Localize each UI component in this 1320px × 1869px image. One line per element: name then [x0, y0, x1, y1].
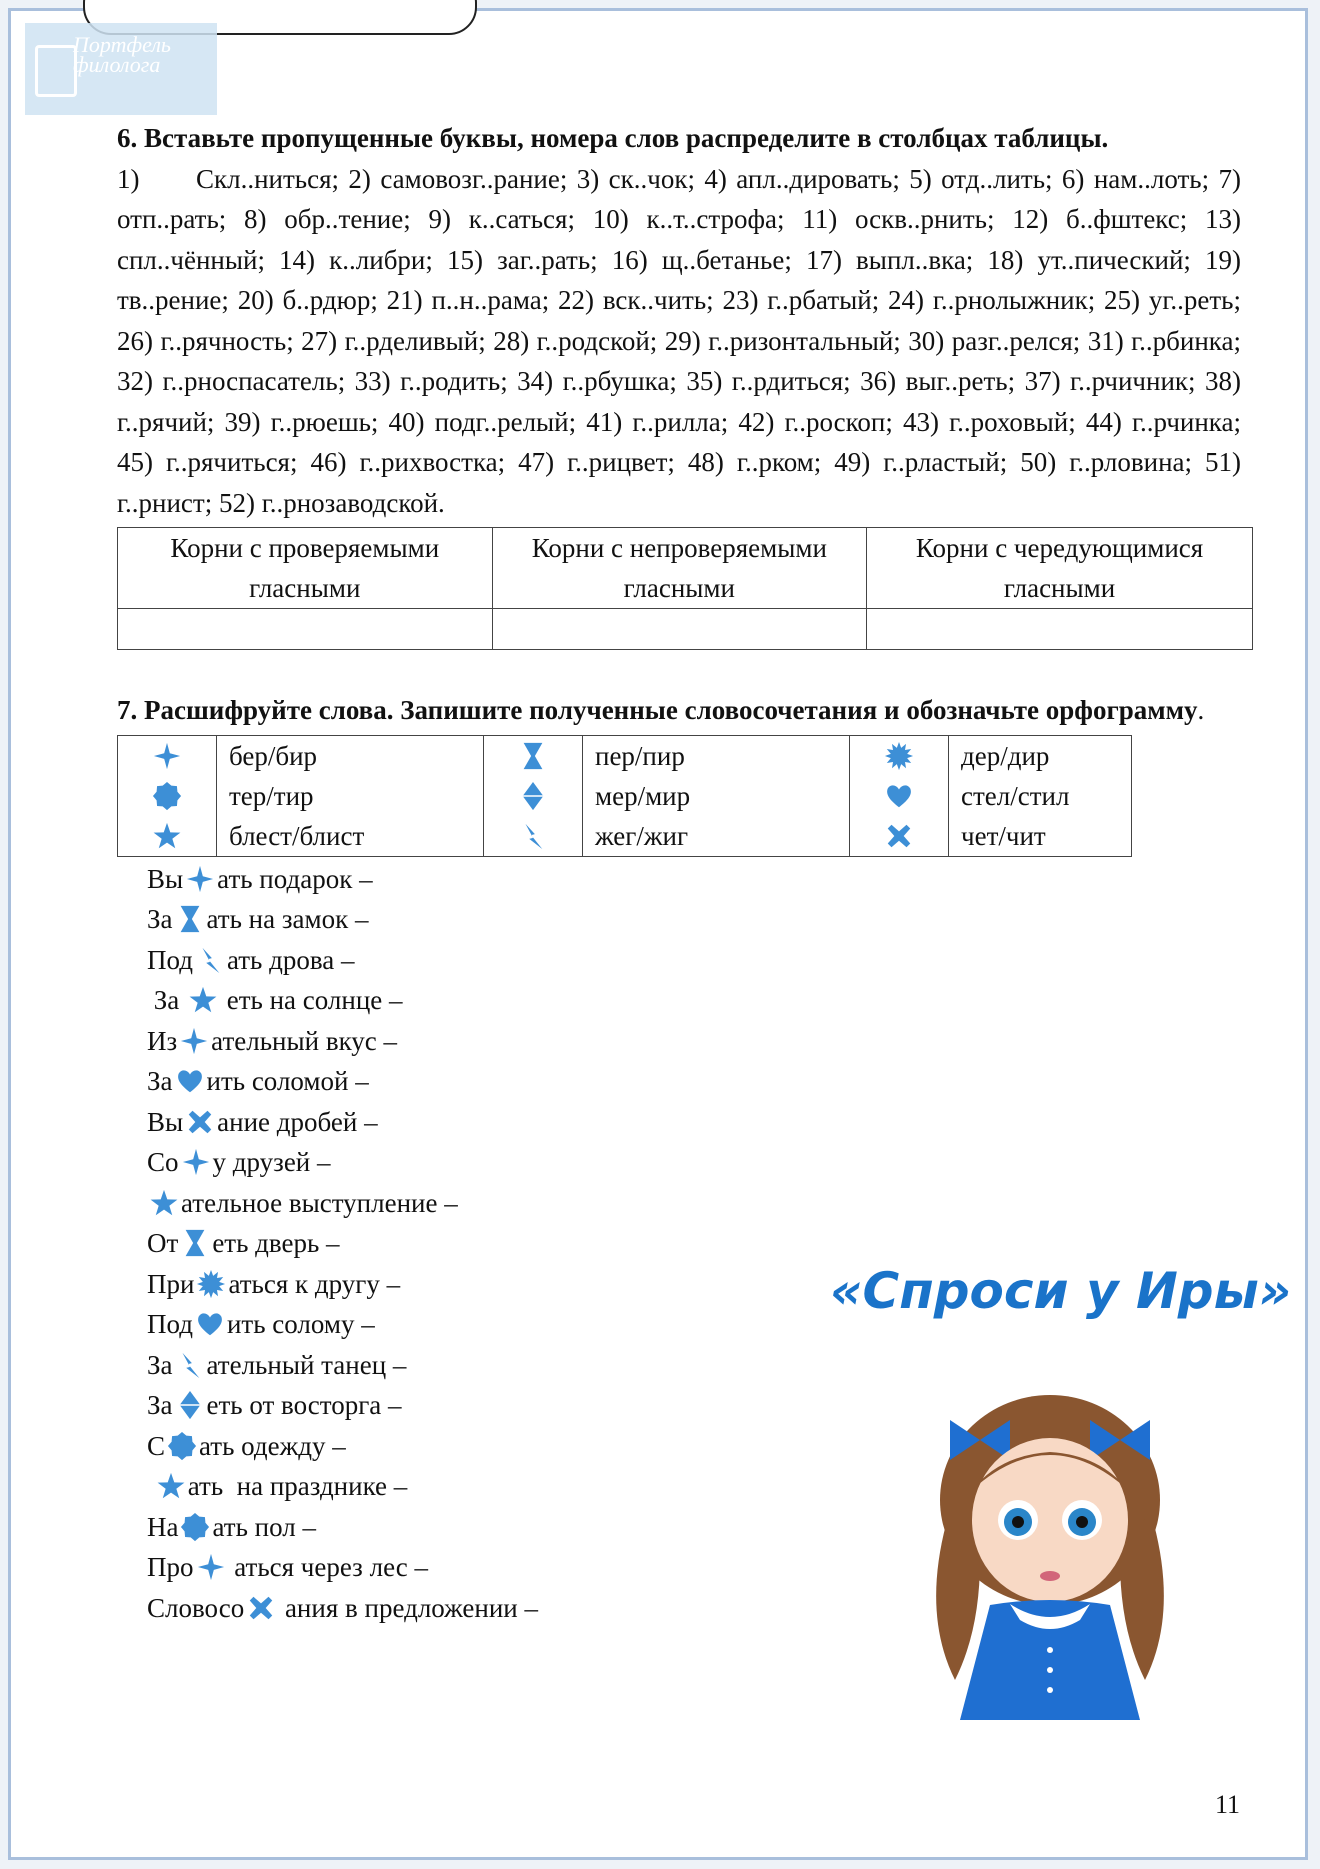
- phrase-symbol: [173, 903, 207, 935]
- phrase-suffix: ить солому –: [226, 1309, 375, 1339]
- phrase-item: [147, 1142, 1241, 1183]
- phrase-item: [147, 1021, 1241, 1062]
- phrase-item: [147, 1183, 1241, 1224]
- phrase-prefix: Из: [147, 1025, 178, 1056]
- phrase-symbol: [193, 944, 227, 976]
- phrase-symbol: [165, 1430, 199, 1462]
- star-icon: [152, 821, 182, 851]
- lightning-icon: [195, 944, 225, 976]
- sparkle-star-icon: [185, 863, 215, 895]
- legend-symbol: [484, 816, 582, 856]
- phrase-symbol: [193, 1308, 227, 1340]
- phrase-suffix: ать одежду –: [199, 1430, 346, 1461]
- phrase-suffix: ания в предложении –: [278, 1592, 538, 1623]
- sparkle-star-icon: [181, 1146, 211, 1178]
- legend-symbol: [484, 776, 582, 816]
- legend-symbol: [118, 776, 216, 816]
- phrase-suffix: еть дверь –: [212, 1228, 340, 1258]
- phrase-item: [147, 859, 1241, 900]
- roots-table-answer-cell[interactable]: [867, 609, 1253, 650]
- star-icon: [188, 984, 218, 1016]
- legend-symbol: [850, 816, 948, 856]
- legend-text-column: [217, 735, 484, 856]
- badge-icon: [180, 1511, 210, 1543]
- phrase-symbol: [183, 863, 217, 895]
- diamond-icon: [175, 1389, 205, 1421]
- task7-heading: [117, 690, 1241, 731]
- phrase-prefix: За: [147, 985, 187, 1015]
- hourglass-icon: [175, 903, 205, 935]
- legend-root-pair: мер/мир: [595, 780, 691, 811]
- phrase-prefix: [147, 1466, 154, 1507]
- phrase-suffix: ать пол –: [212, 1511, 316, 1542]
- legend-symbol-column: [484, 735, 583, 856]
- phrase-prefix: От: [147, 1228, 179, 1258]
- phrase-item: [147, 899, 1241, 940]
- logo: [25, 23, 217, 115]
- legend-root-pair: жег/жиг: [595, 820, 689, 851]
- phrase-suffix: ательный танец –: [206, 1349, 407, 1380]
- page-number: 11: [1215, 1790, 1241, 1819]
- phrase-symbol: [194, 1551, 228, 1583]
- phrase-symbol: [177, 1025, 211, 1057]
- phrase-prefix: Со: [147, 1147, 179, 1177]
- phrase-suffix: аться к другу –: [228, 1268, 401, 1299]
- phrase-prefix: При: [147, 1268, 195, 1299]
- roots-table-answer-cell[interactable]: [492, 609, 867, 650]
- phrase-prefix: Словосо: [147, 1592, 245, 1623]
- legend-symbol: [118, 736, 216, 776]
- phrase-suffix: ательное выступление –: [181, 1187, 458, 1218]
- phrase-suffix: ать на празднике –: [187, 1471, 408, 1501]
- phrase-item: [147, 980, 1241, 1021]
- task6-heading: 6. Вставьте пропущенные буквы, номера слов распределите в столбцах таблицы.: [117, 123, 1109, 153]
- sun-burst-icon: [196, 1268, 226, 1300]
- phrase-symbol: [186, 984, 220, 1016]
- badge-icon: [167, 1430, 197, 1462]
- legend-root-pair: блест/блист: [229, 820, 365, 851]
- phrase-symbol: [178, 1511, 212, 1543]
- phrase-item: [147, 1345, 1241, 1386]
- legend-symbol: [850, 736, 948, 776]
- phrase-suffix: еть от восторга –: [206, 1390, 402, 1420]
- phrase-prefix: Под: [147, 944, 193, 975]
- legend-root-pair: дер/дир: [961, 740, 1050, 771]
- phrase-item: [147, 1102, 1241, 1143]
- legend-root-pair: стел/стил: [961, 780, 1070, 811]
- phrase-symbol: [244, 1592, 278, 1624]
- cross-icon: [246, 1592, 276, 1624]
- phrase-suffix: аться через лес –: [227, 1552, 428, 1582]
- phrase-suffix: ить соломой –: [206, 1066, 369, 1096]
- phrase-symbol: [194, 1268, 228, 1300]
- phrase-symbol: [154, 1470, 188, 1502]
- legend-root-pair: чет/чит: [961, 820, 1046, 851]
- phrase-suffix: ание дробей –: [217, 1106, 378, 1137]
- legend-text-column: [949, 735, 1132, 856]
- phrase-item: [147, 1223, 1241, 1264]
- task7-heading-bold: 7. Расшифруйте слова. Запишите полученные словосочетания и обозначьте орфограмму: [117, 695, 1198, 725]
- hourglass-icon: [180, 1227, 210, 1259]
- phrase-suffix: у друзей –: [212, 1147, 331, 1177]
- phrase-prefix: Вы: [147, 863, 184, 894]
- cipher-legend-table: [117, 735, 1132, 857]
- logo-text: Портфель филолога: [73, 32, 171, 77]
- roots-table-header: Корни с непроверяемыми гласными: [492, 528, 867, 609]
- legend-root-pair: бер/бир: [229, 740, 318, 771]
- doll-illustration: [910, 1380, 1190, 1720]
- legend-text-column: [583, 735, 850, 856]
- phrase-prefix: Под: [147, 1309, 193, 1339]
- legend-symbol-column: [850, 735, 949, 856]
- sparkle-star-icon: [152, 741, 182, 771]
- badge-icon: [152, 781, 182, 811]
- phrase-symbol: [147, 1187, 181, 1219]
- phrase-suffix: ательный вкус –: [211, 1025, 398, 1056]
- phrase-suffix: ать подарок –: [217, 863, 373, 894]
- sparkle-star-icon: [179, 1025, 209, 1057]
- legend-symbol-column: [118, 735, 217, 856]
- phrase-item: [147, 1061, 1241, 1102]
- logo-mark-icon: [35, 45, 77, 97]
- phrase-symbol: [179, 1146, 213, 1178]
- phrase-prefix: За: [147, 904, 173, 934]
- lightning-icon: [518, 821, 548, 851]
- phrase-symbol: [173, 1389, 207, 1421]
- roots-table: [117, 527, 1253, 650]
- phrase-suffix: еть на солнце –: [220, 985, 403, 1015]
- phrase-item: [147, 940, 1241, 981]
- legend-symbol: [484, 736, 582, 776]
- cross-icon: [884, 821, 914, 851]
- legend-root-pair: тер/тир: [229, 780, 314, 811]
- legend-root-pair: пер/пир: [595, 740, 685, 771]
- task6-word-list: 1) Скл..ниться; 2) самовозг..рание; 3) ск..чок; 4) апл..дировать; 5) отд..лить; 6) нам..лоть; 7) отп..рать; 8) обр..тение; 9) к..саться; 10) к..т..строфа; 11) оскв..рнить; 12) б..фштекс; 13) спл..чённый; 14) к..либри; 15) заг..рать; 16) щ..бетанье; 17) выпл..вка; 18) ут..пический; 19) тв..рение; 20) б..рдюр; 21) п..н..рама; 22) вск..чить; 23) г..рбатый; 24) г..рнолыжник; 25) уг..реть; 26) г..рячность; 27) г..рделивый; 28) г..родской; 29) г..ризонтальный; 30) разг..релся; 31) г..рбинка; 32) г..рноспасатель; 33) г..родить; 34) г..рбушка; 35) г..рдиться; 36) выг..реть; 37) г..рчичник; 38) г..рячий; 39) г..рюешь; 40) подг..релый; 41) г..рилла; 42) г..роскоп; 43) г..роховый; 44) г..рчинка; 45) г..рячиться; 46) г..рихвостка; 47) г..рицвет; 48) г..рком; 49) г..рластый; 50) г..рловина; 51) г..рнист; 52) г..рнозаводской.: [117, 163, 1241, 518]
- roots-table-header: Корни с проверяемыми гласными: [118, 528, 493, 609]
- phrase-prefix: Про: [147, 1552, 194, 1582]
- roots-table-answer-cell[interactable]: [118, 609, 493, 650]
- phrase-symbol: [178, 1227, 212, 1259]
- heart-icon: [884, 781, 914, 811]
- diamond-icon: [518, 781, 548, 811]
- task7-heading-tail: .: [1197, 695, 1205, 725]
- heart-icon: [175, 1065, 205, 1097]
- heart-icon: [195, 1308, 225, 1340]
- phrase-prefix: За: [147, 1349, 173, 1380]
- lightning-icon: [175, 1349, 205, 1381]
- sparkle-star-icon: [196, 1551, 226, 1583]
- phrase-prefix: Вы: [147, 1106, 184, 1137]
- phrase-symbol: [173, 1065, 207, 1097]
- phrase-prefix: На: [147, 1511, 179, 1542]
- phrase-prefix: С: [147, 1430, 166, 1461]
- cross-icon: [185, 1106, 215, 1138]
- legend-symbol: [850, 776, 948, 816]
- phrase-suffix: ать дрова –: [226, 944, 355, 975]
- star-icon: [149, 1187, 179, 1219]
- phrase-symbol: [173, 1349, 207, 1381]
- roots-table-header: Корни с чередующимися гласными: [867, 528, 1253, 609]
- ira-title: «Спроси у Иры»: [830, 1262, 1292, 1320]
- hourglass-icon: [518, 741, 548, 771]
- phrase-prefix: За: [147, 1066, 173, 1096]
- legend-symbol: [118, 816, 216, 856]
- star-icon: [156, 1470, 186, 1502]
- phrase-symbol: [183, 1106, 217, 1138]
- phrase-suffix: ать на замок –: [206, 904, 369, 934]
- sun-burst-icon: [884, 741, 914, 771]
- phrase-prefix: За: [147, 1390, 173, 1420]
